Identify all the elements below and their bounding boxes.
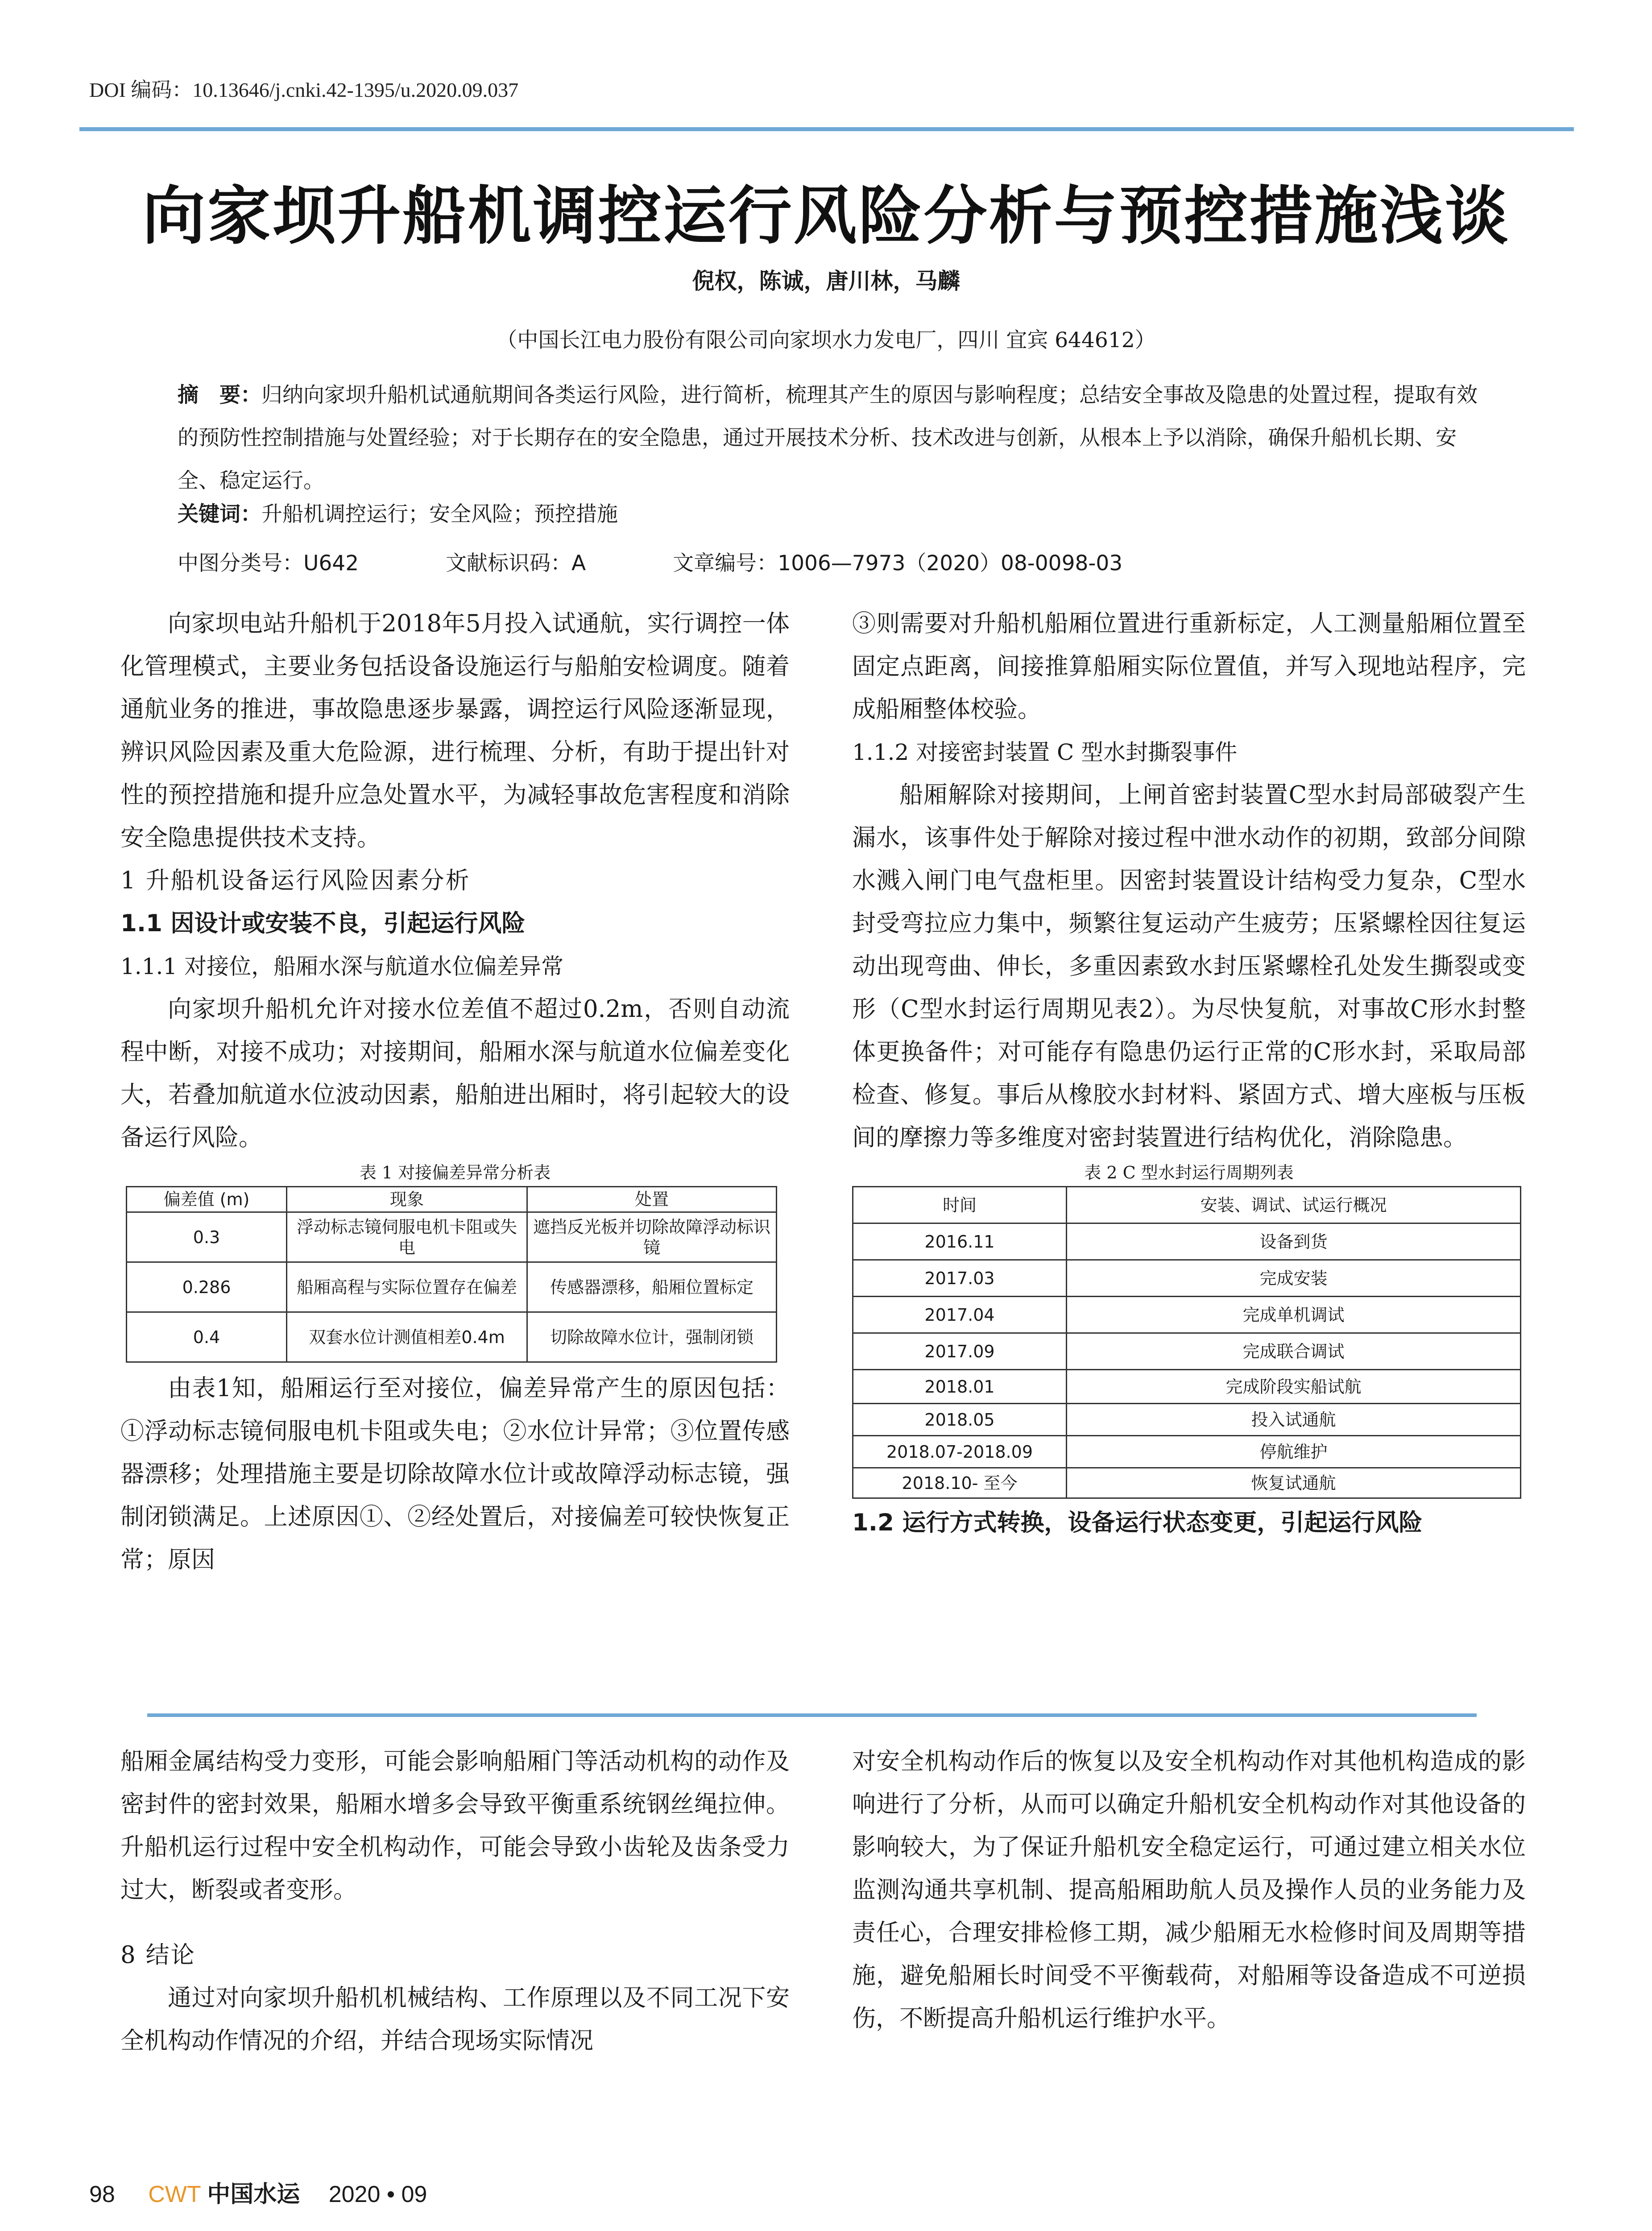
table-cell: 切除故障水位计，强制闭锁 <box>527 1312 777 1362</box>
classification-line <box>178 547 1203 576</box>
table2-header-row <box>853 1187 1521 1223</box>
keywords-text: 升船机调控运行；安全风险；预控措施 <box>261 502 618 527</box>
table-cell: 船厢高程与实际位置存在偏差 <box>287 1262 527 1312</box>
paragraph-continued: ③则需要对升船机船厢位置进行重新标定，人工测量船厢位置至固定点距离，间接推算船厢实际位置值，并写入现地站程序，完成船厢整体校验。 <box>852 610 1526 723</box>
intro-paragraph: 向家坝电站升船机于2018年5月投入试通航，实行调控一体化管理模式，主要业务包括设备设施运行与船舶安检调度。随着通航业务的推进，事故隐患逐步暴露，调控运行风险逐渐显现，辨识风险因素及重大危险源，进行梳理、分析，有助于提出针对性的预控措施和提升应急处置水平，为减轻事故危害程度和消除安全隐患提供技术支持。 <box>120 610 790 851</box>
magazine-name: 中国水运 <box>207 2181 300 2207</box>
table-cell: 2017.09 <box>853 1333 1067 1370</box>
section-heading-1-1-1: 1.1.1 对接位，船厢水深与航道水位偏差异常 <box>120 954 564 979</box>
paragraph-1-1-1: 向家坝升船机允许对接水位差值不超过0.2m，否则自动流程中断，对接不成功；对接期间，船厢水深与航道水位偏差变化大，若叠加航道水位波动因素，船舶进出厢时，将引起较大的设备运行风险。 <box>120 995 790 1151</box>
table-cell: 2017.03 <box>853 1260 1067 1297</box>
table-cell: 0.4 <box>127 1312 287 1362</box>
bottom-right-column <box>852 1740 1526 2040</box>
paragraph-after-table1: 由表1知，船厢运行至对接位，偏差异常产生的原因包括：①浮动标志镜伺服电机卡阻或失电；②水位计异常；③位置传感器漂移；处理措施主要是切除故障水位计或故障浮动标志镜，强制闭锁满足。上述原因①、②经处置后，对接偏差可较快恢复正常；原因 <box>120 1375 790 1573</box>
table-cell: 0.3 <box>127 1212 287 1262</box>
table-row <box>853 1436 1521 1468</box>
table-cell: 完成阶段实船试航 <box>1067 1370 1521 1404</box>
table-cell: 2018.01 <box>853 1370 1067 1404</box>
table-cell: 停航维护 <box>1067 1436 1521 1468</box>
abstract-text: 归纳向家坝升船机试通航期间各类运行风险，进行简析，梳理其产生的原因与影响程度；总结安全事故及隐患的处置过程，提取有效的预防性控制措施与处置经验；对于长期存在的安全隐患，通过开展技术分析、技术改进与创新，从根本上予以消除，确保升船机长期、安全、稳定运行。 <box>178 383 1478 493</box>
page-footer <box>89 2175 427 2209</box>
table-row <box>853 1404 1521 1436</box>
table-cell: 双套水位计测值相差0.4m <box>287 1312 527 1362</box>
page-number: 98 <box>89 2181 115 2207</box>
clc-number: 中图分类号：U642 <box>178 551 359 576</box>
table-row <box>853 1333 1521 1370</box>
left-column <box>120 602 790 1581</box>
table-cell: 传感器漂移，船厢位置标定 <box>527 1262 777 1312</box>
section-heading-1-2: 1.2 运行方式转换，设备运行状态变更，引起运行风险 <box>852 1509 1423 1536</box>
table1-header: 处置 <box>527 1187 777 1212</box>
table1-header-row <box>127 1187 777 1212</box>
conclusion-paragraph: 通过对向家坝升船机机械结构、工作原理以及不同工况下安全机构动作情况的介绍，并结合现场实际情况 <box>120 1984 790 2054</box>
table-cell: 遮挡反光板并切除故障浮动标识镜 <box>527 1212 777 1262</box>
table-row <box>853 1370 1521 1404</box>
table-row <box>853 1297 1521 1333</box>
table2-header: 安装、调试、试运行概况 <box>1067 1187 1521 1223</box>
table-cell: 完成安装 <box>1067 1260 1521 1297</box>
brand-logo: CWT <box>148 2181 201 2207</box>
table-row <box>127 1212 777 1262</box>
table-cell: 浮动标志镜伺服电机卡阻或失电 <box>287 1212 527 1262</box>
table-cell: 完成单机调试 <box>1067 1297 1521 1333</box>
bottom-left-column <box>120 1740 790 2062</box>
top-rule <box>79 127 1574 131</box>
keywords-label: 关键词： <box>178 502 261 527</box>
table-2 <box>852 1186 1521 1499</box>
section-divider <box>147 1713 1477 1717</box>
conclusion-continued: 对安全机构动作后的恢复以及安全机构动作对其他机构造成的影响进行了分析，从而可以确定升船机安全机构动作对其他设备的影响较大，为了保证升船机安全稳定运行，可通过建立相关水位监测沟通共享机制、提高船厢助航人员及操作人员的业务能力及责任心，合理安排检修工期，减少船厢无水检修时间及周期等措施，避免船厢长时间受不平衡载荷，对船厢等设备造成不可逆损伤，不断提高升船机运行维护水平。 <box>852 1748 1526 2032</box>
section-heading-1-1: 1.1 因设计或安装不良，引起运行风险 <box>120 910 526 937</box>
article-title: 向家坝升船机调控运行风险分析与预控措施浅谈 <box>142 179 1510 253</box>
table-cell: 2017.04 <box>853 1297 1067 1333</box>
affiliation: （中国长江电力股份有限公司向家坝水力发电厂，四川 宜宾 644612） <box>496 328 1156 352</box>
table-cell: 恢复试通航 <box>1067 1468 1521 1498</box>
table1-header: 现象 <box>287 1187 527 1212</box>
keywords <box>178 498 618 527</box>
table-cell: 2016.11 <box>853 1223 1067 1260</box>
doi-line: DOI 编码：10.13646/j.cnki.42-1395/u.2020.09.037 <box>89 79 519 101</box>
table-cell: 2018.10- 至今 <box>853 1468 1067 1498</box>
table-cell: 2018.05 <box>853 1404 1067 1436</box>
authors: 倪权，陈诚，唐川林，马麟 <box>692 268 960 294</box>
bottom-paragraph: 船厢金属结构受力变形，可能会影响船厢门等活动机构的动作及密封件的密封效果，船厢水增多会导致平衡重系统钢丝绳拉伸。升船机运行过程中安全机构动作，可能会导致小齿轮及齿条受力过大，断裂或者变形。 <box>120 1748 790 1903</box>
table-cell: 2018.07-2018.09 <box>853 1436 1067 1468</box>
paragraph-1-1-2: 船厢解除对接期间，上闸首密封装置C型水封局部破裂产生漏水，该事件处于解除对接过程中泄水动作的初期，致部分间隙水溅入闸门电气盘柜里。因密封装置设计结构受力复杂，C型水封受弯拉应力集中，频繁往复运动产生疲劳；压紧螺栓因往复运动出现弯曲、伸长，多重因素致水封压紧螺栓孔处发生撕裂或变形（C型水封运行周期见表2）。为尽快复航，对事故C形水封整体更换备件；对可能存有隐患仍运行正常的C形水封，采取局部检查、修复。事后从橡胶水封材料、紧固方式、增大座板与压板间的摩擦力等多维度对密封装置进行结构优化，消除隐患。 <box>852 781 1526 1151</box>
section-heading-1-1-2: 1.1.2 对接密封装置 C 型水封撕裂事件 <box>852 739 1238 765</box>
issue-number: 2020 • 09 <box>328 2181 427 2207</box>
table-cell: 设备到货 <box>1067 1223 1521 1260</box>
table-1 <box>126 1186 777 1363</box>
section-heading-1: 1 升船机设备运行风险因素分析 <box>120 867 471 894</box>
table-row <box>127 1312 777 1362</box>
table1-header: 偏差值 (m) <box>127 1187 287 1212</box>
table-row <box>853 1468 1521 1498</box>
table-cell: 投入试通航 <box>1067 1404 1521 1436</box>
article-number: 文章编号：1006—7973（2020）08-0098-03 <box>673 551 1123 576</box>
table2-header: 时间 <box>853 1187 1067 1223</box>
table-cell: 完成联合调试 <box>1067 1333 1521 1370</box>
section-heading-8: 8 结论 <box>120 1941 196 1969</box>
table-row <box>127 1262 777 1312</box>
table-row <box>853 1260 1521 1297</box>
table1-caption: 表 1 对接偏差异常分析表 <box>359 1163 551 1182</box>
table-row <box>853 1223 1521 1260</box>
right-column <box>852 602 1526 1544</box>
table2-caption: 表 2 C 型水封运行周期列表 <box>1084 1163 1294 1182</box>
abstract-label: 摘 要： <box>178 383 261 407</box>
abstract <box>178 374 1489 502</box>
table-cell: 0.286 <box>127 1262 287 1312</box>
document-code: 文献标识码：A <box>446 551 586 576</box>
